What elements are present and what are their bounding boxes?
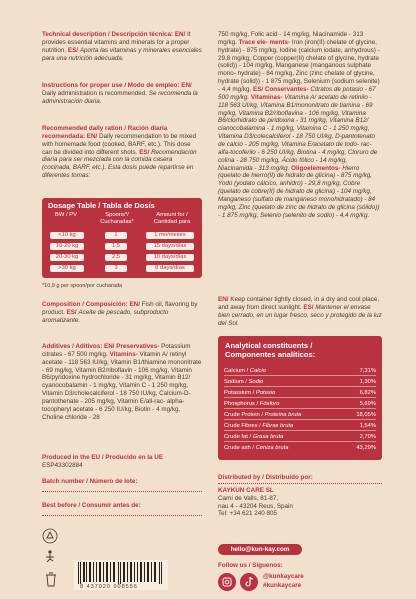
barcode-digits: 8 437020 008556 [80,584,138,590]
composition-heading: Composition / Composición: [42,301,128,308]
analytical-row: Crude Fibres / Fibras bruta 1,54% [224,423,376,429]
dosage-row: 20-30 kg 2,5 10 days/días [42,254,202,263]
instagram-handle[interactable]: @kunkaycare [263,573,304,580]
distributor-address-2: nau 4 - 43204 Reus, Spain [218,502,293,510]
tidyman-icon [43,549,57,563]
recycle-icon [42,528,58,544]
dosage-table [42,198,202,278]
dosage-title: Dosage Table / Tabla de Dosis [48,201,155,210]
origin-line: Produced in the EU / Producido en la UE [42,454,164,461]
additives-heading: Additives / Aditivos: [42,343,103,350]
ration-heading: Recommended daily ration / Ración diaria recomendada: [42,125,168,140]
follow-heading: Follow us / Síguenos: [218,562,283,569]
col-bw: BW / PV [55,212,77,218]
col-spoons: Spoons*/ Cucharadas* [100,212,134,225]
batch-label: Batch number / Número de lote: [42,478,138,485]
origin-code: ESP43302884 [42,461,83,469]
instructions: Instructions for proper use / Modo de empleo: EN/ Daily administration is recommended. Se recomienda la administración diaria. [42,82,198,105]
analytical-row: Sodium / Sodio 1,30% [224,379,376,385]
analytical-title: Analytical constituents / [225,341,313,350]
col-amount: Amount for / Cantidad para [153,212,191,225]
technical-heading: Technical description / Descripción técnica: [42,31,174,38]
technical-description: Technical description / Descripción técnica: EN/ It provides essential vitamins and minerals for a proper nutrition. ES/ Aporta las vitaminas y minerales esenciales para una nutrición adecuada. [42,31,202,62]
dosage-row: <10 kg 1 1 mo/meses [42,232,202,241]
tiktok-icon[interactable] [240,573,258,591]
analytical-row: Potassium / Potasio 6,82% [224,390,376,396]
recycle-bin-icon [44,571,58,587]
additives: Additives / Aditivos: EN/ Preservatives- Potassium citrates - 67 500 mg/kg. Vitamins- Vitamin A/ retinyl acetate - 118 563 IU/kg, Vitamin B1/thiamine mononitrate - 69 mg/kg, Vitamin B2/riboflavin - 106 mg/kg, Vitamin B6/pyridoxine hydrochloride - 31 mg/kg, Vitamin B12/ cyanocobalamin - 1 mg/kg, Vitamin C - 1 250 mg/kg, Vitamin D3/cholecalciferol - 18 750 IU/kg, Calcium-D-pantothenate - 205 mg/kg, Vitamin E/all-rac- alpha-tocopheryl acetate - 6 250 IU/kg, Biotin - 4 mg/kg, Choline chloride - 28 [42,343,202,421]
analytical-row: Crude ash / Ceniza bruta 43,29% [224,445,376,451]
distributor-heading: Distributed by / Distribuido por: [218,474,313,481]
analytical-constituents: Analytical constituents / Componentes analíticos: Calcium / Calcio 7,31% Sodium / Sodio 1,30% Potassium / Potasio 6,82% Phosphorus / Fósforo 5,69% Crude Protein / Proteína bruta 18,05% Crude Fibres / Fibras bruta 1,54% Crude fat / Grasa bruta 2,70% Crude ash / Ceniza bruta 43,29% [218,336,382,460]
distributor-address-1: Camí de Valls, 81-87, [218,494,279,502]
best-before-line [42,515,202,516]
analytical-row: Crude Protein / Proteína bruta 18,05% [224,412,376,418]
additives-continued: 750 mg/kg, Folic acid - 14 mg/kg, Niacinamide - 313 mg/kg. Trace ele- ments- Iron (iron(II) chelate of glycine, hydrate) - 875 mg/kg, Iodine (calcium iodate, anhydrous) - 29,8 mg/kg, Copper (copper(II) chelate of glycine, hydrate (solid)) - 104 mg/kg, Manganese (manganous sulphate mono- hydrate) - 84 mg/kg, Zinc (zinc chelate of glycine, hydrate (solid)) - 1 875 mg/kg, Selenium (sodium selenite) - 4,4 mg/kg. ES/ Conservantes- Citratos de potasio - 67 500 mg/kg. Vitaminas- Vitamina A/ acetato de retinilo - 118 563 UI/kg, Vitamina B1/mononitrato de tiamina - 69 mg/kg, Vitamina B2/riboflavina - 106 mg/kg, Vitamina B6/clorhidrato de piridoxina - 31 mg/kg, Vitamina B12/ cianocobalamina - 1 mg/kg, Vitamina C - 1 250 mg/kg, Vitamina D3/colecalciferol - 18 750 UI/kg, D-pantotenato de calcio - 205 mg/kg, Vitamina E/acetato de todo- rac-alfa-tocoferilo - 6 250 UI/kg, Biotina - 4 mg/kg, Cloruro de colina - 28 750 mg/kg, Ácido fólico - 14 mg/kg, Niacinamida - 313 mg/kg. Oligoelementos- Hierro (quelato de hierro(II) de hidrato de glicina) - 875 mg/kg, Yodo (yodato cálcico, anhidro) - 29,8 mg/kg, Cobre (quelato de cobre(II) de hidrato de glicina) - 104 mg/kg, Manganeso (sulfato de manganeso monohidratado) - 84 mg/kg, Zinc (quelato de zinc de hidrato de glicina (sólido)) - 1 875 mg/kg, Selenio (selenito de sodio) - 4,4 mg/kg. [218,31,380,219]
composition: Composition / Composición: EN/ Fish oil, flavoring by product. ES/ Aceite de pescado, subproducto aromatizante. [42,301,198,324]
storage: EN/ Keep container tightly closed, in a dry and cool place, and away from direct sunlight. ES/ Mantener el envase bien cerrado, en un lugar fresco, seco y protegido de la luz del Sol. [218,296,382,327]
best-before-label: Best before / Consumir antes de: [42,502,141,509]
distributor-phone: Tel: +34 621 240 805 [218,510,277,518]
spoon-note: *10,9 g per spoon/por cucharada [42,283,123,289]
instructions-heading: Instructions for proper use / Modo de empleo: [42,82,180,89]
dosage-row: 10-20 kg 1,5 15 days/días [42,243,202,252]
distributor-name: KAYKUN CARE SL [218,486,274,494]
dosage-row: >30 kg 3 8 days/días [42,265,202,274]
analytical-row: Calcium / Calcio 7,31% [224,368,376,374]
batch-line [42,491,202,492]
daily-ration: Recommended daily ration / Ración diaria recomendada: EN/ Daily recommendation to be mixed with homemade food (cooked, BARF, etc.). This dose can be divided into different shots. ES/ Recomendación diaria para ser mezclada con la comida casera (cocinada, BARF, etc.). Esta dosis puede repartirse en diferentes tomas: [42,125,197,180]
tiktok-handle[interactable]: #kunkaycare [263,582,302,589]
origin [42,454,202,470]
distributor [218,474,382,518]
analytical-row: Crude fat / Grasa bruta 2,70% [224,434,376,440]
instagram-icon[interactable] [218,573,236,591]
analytical-row: Phosphorus / Fósforo 5,69% [224,401,376,407]
email-link[interactable]: hello@kun-kay.com [218,544,302,555]
